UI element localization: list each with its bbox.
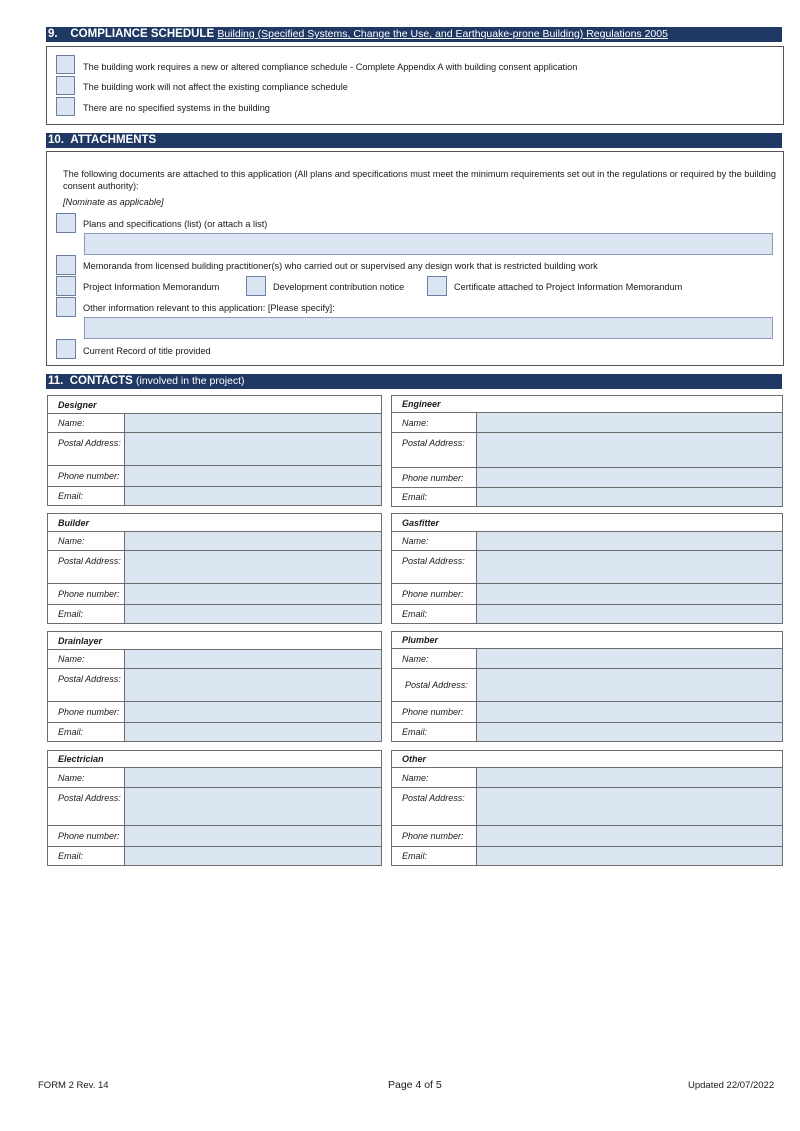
drainlayer-address-field[interactable]: [125, 669, 382, 702]
engineer-email-label: Email:: [392, 488, 477, 507]
compliance-unaffected-checkbox[interactable]: [56, 76, 75, 95]
plumber-address-field[interactable]: [477, 669, 783, 702]
gasfitter-address-label: Postal Address:: [392, 551, 477, 584]
other-role-title: Other: [392, 751, 783, 768]
builder-name-label: Name:: [48, 532, 125, 551]
designer-address-field[interactable]: [125, 433, 382, 466]
engineer-phone-field[interactable]: [477, 468, 783, 488]
builder-phone-field[interactable]: [125, 584, 382, 605]
engineer-name-label: Name:: [392, 413, 477, 433]
drainlayer-phone-label: Phone number:: [48, 702, 125, 723]
designer-name-field[interactable]: [125, 414, 382, 433]
drainlayer-email-field[interactable]: [125, 723, 382, 742]
plumber-phone-field[interactable]: [477, 702, 783, 723]
compliance-new-checkbox[interactable]: [56, 55, 75, 74]
section-11-header: [46, 374, 782, 389]
plumber-name-label: Name:: [392, 649, 477, 669]
pim-certificate-checkbox[interactable]: [427, 276, 447, 296]
designer-address-label: Postal Address:: [48, 433, 125, 466]
electrician-role-title: Electrician: [48, 751, 382, 768]
section-11-subtitle: (involved in the project): [135, 375, 245, 387]
electrician-name-label: Name:: [48, 768, 125, 788]
electrician-address-field[interactable]: [125, 788, 382, 826]
pim-checkbox[interactable]: [56, 276, 76, 296]
builder-address-label: Postal Address:: [48, 551, 125, 584]
designer-phone-field[interactable]: [125, 466, 382, 487]
drainlayer-name-field[interactable]: [125, 650, 382, 669]
builder-contact-table: [47, 513, 382, 624]
other-email-label: Email:: [392, 847, 477, 866]
section-11-title: CONTACTS: [69, 375, 133, 387]
builder-email-field[interactable]: [125, 605, 382, 624]
dcn-label: Development contribution notice: [273, 282, 405, 292]
engineer-address-label: Postal Address:: [392, 433, 477, 468]
drainlayer-address-label: Postal Address:: [48, 669, 125, 702]
builder-name-field[interactable]: [125, 532, 382, 551]
electrician-phone-label: Phone number:: [48, 826, 125, 847]
plumber-email-field[interactable]: [477, 723, 783, 742]
plumber-name-field[interactable]: [477, 649, 783, 669]
plans-checkbox[interactable]: [56, 213, 76, 233]
electrician-phone-field[interactable]: [125, 826, 382, 847]
drainlayer-role-title: Drainlayer: [48, 632, 382, 650]
gasfitter-phone-field[interactable]: [477, 584, 783, 605]
other-info-label: Other information relevant to this application: [Please specify]:: [83, 303, 335, 313]
plans-list-field[interactable]: [84, 233, 773, 255]
footer-page-number: Page 4 of 5: [388, 1079, 442, 1091]
electrician-email-field[interactable]: [125, 847, 382, 866]
plumber-address-label: Postal Address:: [392, 669, 477, 702]
no-specified-systems-checkbox[interactable]: [56, 97, 75, 116]
other-address-field[interactable]: [477, 788, 783, 826]
attachments-intro-2: consent authority):: [63, 181, 139, 191]
engineer-role-title: Engineer: [392, 396, 783, 413]
builder-address-field[interactable]: [125, 551, 382, 584]
section-9-number: 9.: [48, 28, 58, 40]
engineer-address-field[interactable]: [477, 433, 783, 468]
drainlayer-email-label: Email:: [48, 723, 125, 742]
section-11-number: 11.: [48, 375, 64, 387]
compliance-unaffected-label: The building work will not affect the existing compliance schedule: [83, 82, 348, 92]
engineer-name-field[interactable]: [477, 413, 783, 433]
memoranda-checkbox[interactable]: [56, 255, 76, 275]
gasfitter-phone-label: Phone number:: [392, 584, 477, 605]
plumber-role-title: Plumber: [392, 632, 783, 649]
designer-email-field[interactable]: [125, 487, 382, 506]
section-10-header: [46, 133, 782, 148]
memoranda-label: Memoranda from licensed building practitioner(s) who carried out or supervised any design work that is restricted building work: [83, 261, 598, 271]
designer-role-title: Designer: [48, 396, 382, 414]
other-email-field[interactable]: [477, 847, 783, 866]
drainlayer-contact-table: [47, 631, 382, 742]
gasfitter-email-label: Email:: [392, 605, 477, 624]
other-phone-field[interactable]: [477, 826, 783, 847]
engineer-contact-table: [391, 395, 783, 507]
electrician-email-label: Email:: [48, 847, 125, 866]
electrician-name-field[interactable]: [125, 768, 382, 788]
pim-label: Project Information Memorandum: [83, 282, 220, 292]
other-name-field[interactable]: [477, 768, 783, 788]
plumber-phone-label: Phone number:: [392, 702, 477, 723]
drainlayer-phone-field[interactable]: [125, 702, 382, 723]
section-9-subtitle: Building (Specified Systems, Change the Use, and Earthquake-prone Building) Regulations 2005: [217, 28, 668, 40]
section-9-title: COMPLIANCE SCHEDULE: [70, 28, 215, 40]
electrician-contact-table: [47, 750, 382, 866]
footer-form-revision: FORM 2 Rev. 14: [38, 1080, 109, 1091]
gasfitter-name-label: Name:: [392, 532, 477, 551]
footer-updated-date: Updated 22/07/2022: [688, 1080, 775, 1091]
compliance-new-label: The building work requires a new or altered compliance schedule - Complete Appendix A with building consent application: [83, 62, 578, 72]
gasfitter-email-field[interactable]: [477, 605, 783, 624]
plumber-email-label: Email:: [392, 723, 477, 742]
plans-label: Plans and specifications (list) (or attach a list): [83, 219, 268, 229]
gasfitter-name-field[interactable]: [477, 532, 783, 551]
attachments-intro-1: The following documents are attached to this application (All plans and specifications must meet the minimum requirements set out in the regulations or required by the building: [63, 169, 776, 179]
builder-role-title: Builder: [48, 514, 382, 532]
gasfitter-role-title: Gasfitter: [392, 514, 783, 532]
section-9-header: [46, 27, 782, 42]
other-info-checkbox[interactable]: [56, 297, 76, 317]
other-address-label: Postal Address:: [392, 788, 477, 826]
designer-email-label: Email:: [48, 487, 125, 506]
designer-phone-label: Phone number:: [48, 466, 125, 487]
other-name-label: Name:: [392, 768, 477, 788]
gasfitter-contact-table: [391, 513, 783, 624]
engineer-phone-label: Phone number:: [392, 468, 477, 488]
record-of-title-label: Current Record of title provided: [83, 346, 211, 356]
nominate-note: [Nominate as applicable]: [63, 197, 164, 207]
plumber-contact-table: [391, 631, 783, 742]
engineer-email-field[interactable]: [477, 488, 783, 507]
other-info-field[interactable]: [84, 317, 773, 339]
gasfitter-address-field[interactable]: [477, 551, 783, 584]
section-10-number: 10.: [48, 134, 64, 146]
builder-phone-label: Phone number:: [48, 584, 125, 605]
designer-name-label: Name:: [48, 414, 125, 433]
drainlayer-name-label: Name:: [48, 650, 125, 669]
other-contact-table: [391, 750, 783, 866]
builder-email-label: Email:: [48, 605, 125, 624]
other-phone-label: Phone number:: [392, 826, 477, 847]
designer-contact-table: [47, 395, 382, 506]
pim-certificate-label: Certificate attached to Project Information Memorandum: [454, 282, 683, 292]
electrician-address-label: Postal Address:: [48, 788, 125, 826]
dcn-checkbox[interactable]: [246, 276, 266, 296]
section-10-title: ATTACHMENTS: [70, 134, 157, 146]
record-of-title-checkbox[interactable]: [56, 339, 76, 359]
no-specified-systems-label: There are no specified systems in the building: [83, 103, 270, 113]
